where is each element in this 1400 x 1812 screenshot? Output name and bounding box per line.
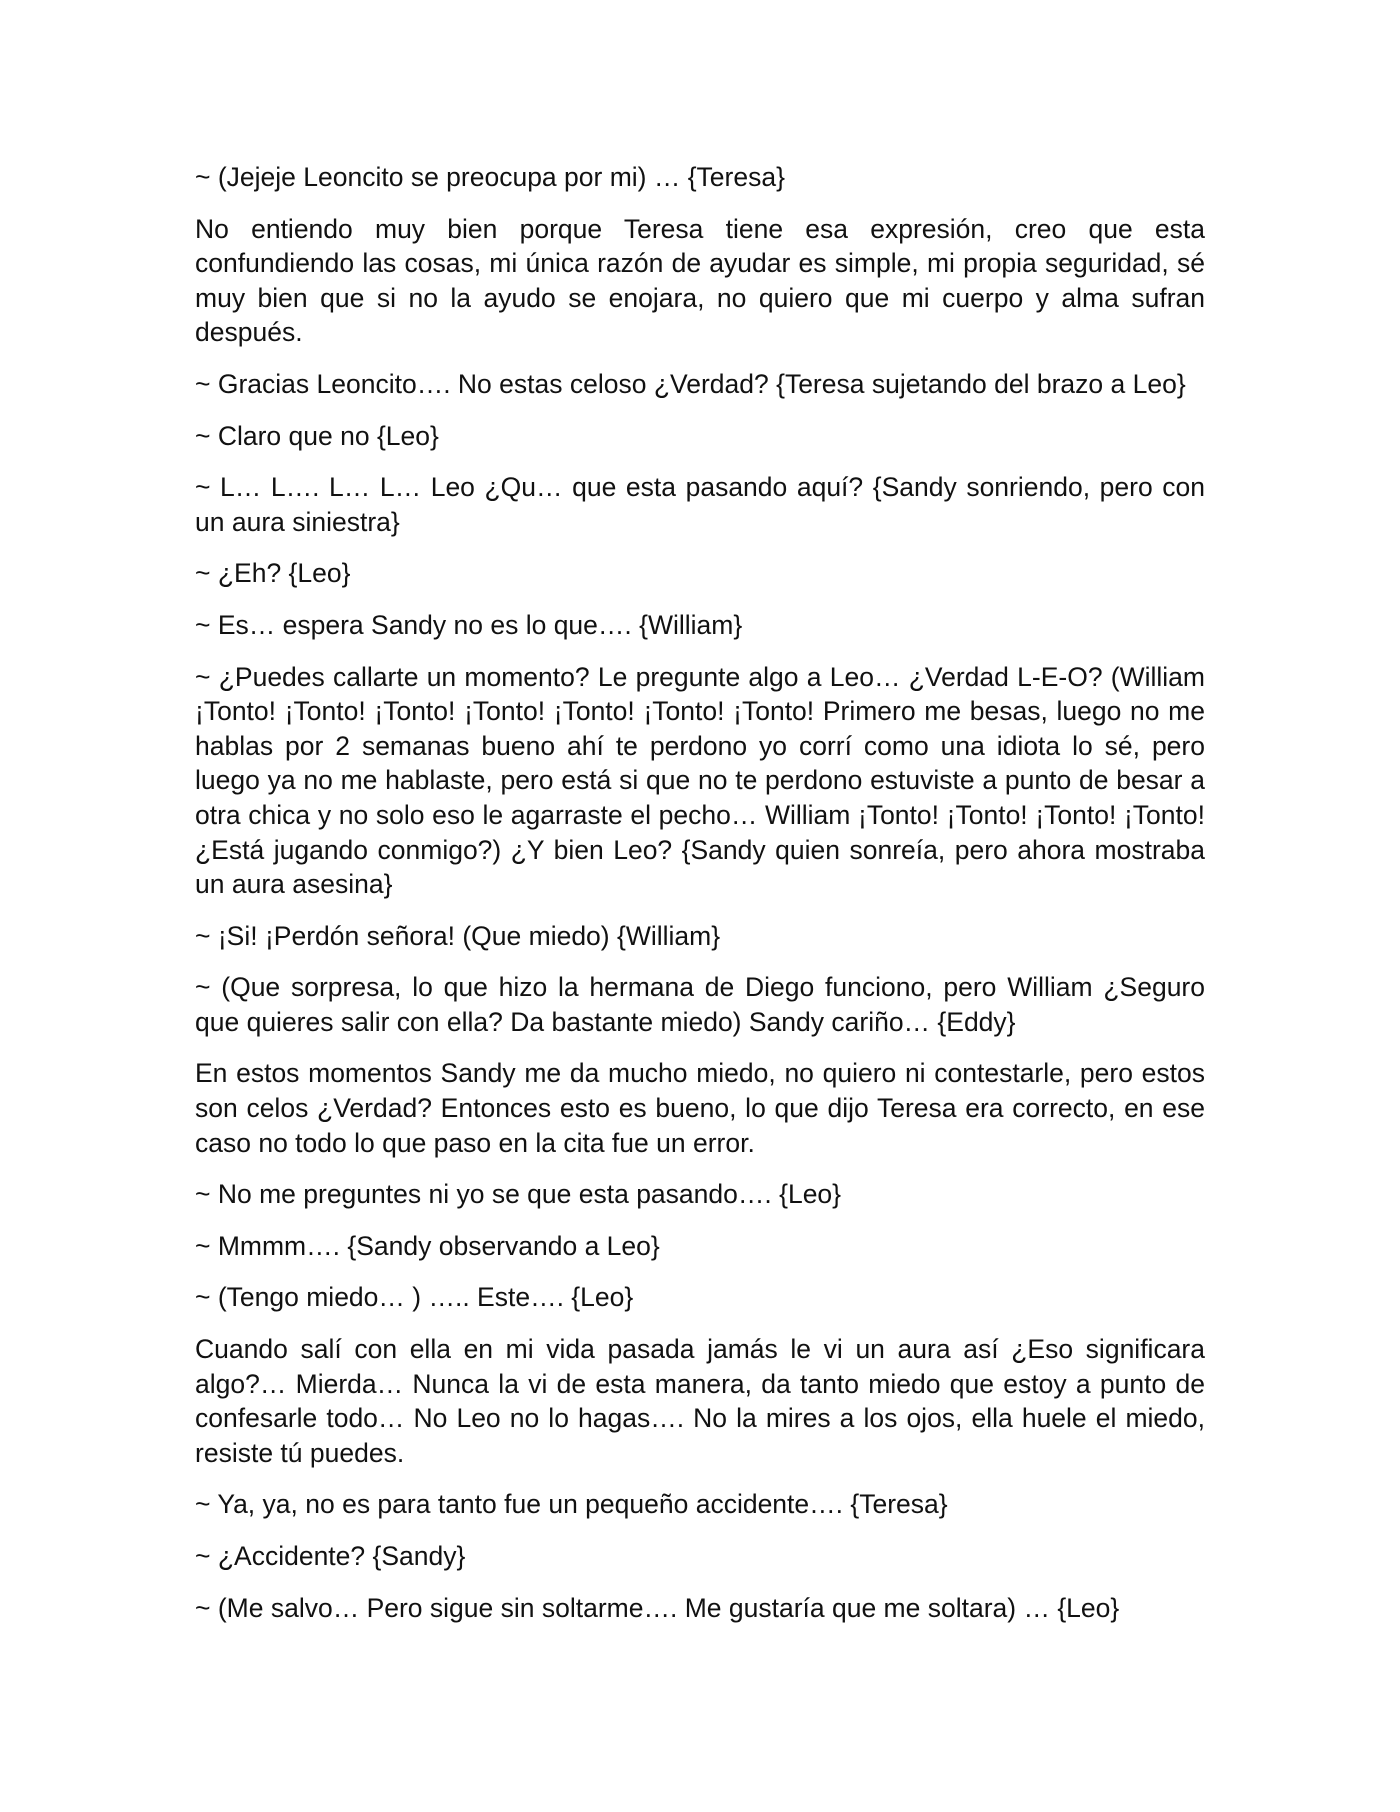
dialogue-line-teresa: ~ Gracias Leoncito…. No estas celoso ¿Verdad? {Teresa sujetando del brazo a Leo}	[195, 368, 1186, 399]
document-page	[195, 160, 1205, 1642]
dialogue-line-sandy: ~ Mmmm…. {Sandy observando a Leo}	[195, 1230, 660, 1261]
dialogue-line-william: ~ ¡Si! ¡Perdón señora! (Que miedo) {William}	[195, 920, 721, 951]
dialogue-line-leo: ~ No me preguntes ni yo se que esta pasando…. {Leo}	[195, 1179, 842, 1210]
dialogue-line-teresa: ~ (Jejeje Leoncito se preocupa por mi) … {Teresa}	[195, 162, 785, 192]
dialogue-line-leo: ~ (Tengo miedo… ) ….. Este…. {Leo}	[195, 1282, 634, 1313]
narration-paragraph: No entiendo muy bien porque Teresa tiene esa expresión, creo que esta confundiendo las cosas, mi única razón de ayudar es simple, mi propia seguridad, sé muy bien que si no la ayudo se enojara, no quiero que mi cuerpo y alma sufran después.	[195, 213, 1205, 348]
dialogue-line-teresa: ~ Ya, ya, no es para tanto fue un pequeño accidente…. {Teresa}	[195, 1489, 948, 1520]
dialogue-line-william: ~ Es… espera Sandy no es lo que…. {William}	[195, 609, 743, 640]
narration-paragraph: En estos momentos Sandy me da mucho miedo, no quiero ni contestarle, pero estos son celos ¿Verdad? Entonces esto es bueno, lo que dijo Teresa era correcto, en ese caso no todo lo que paso en la cita fue un error.	[195, 1058, 1205, 1158]
narration-paragraph: Cuando salí con ella en mi vida pasada jamás le vi un aura así ¿Eso significara algo?… Mierda… Nunca la vi de esta manera, da tanto miedo que estoy a punto de confesarle todo… No Leo no lo hagas…. No la mires a los ojos, ella huele el miedo, resiste tú puedes.	[195, 1334, 1205, 1468]
dialogue-line-sandy: ~ ¿Accidente? {Sandy}	[195, 1541, 466, 1571]
dialogue-line-sandy: ~ ¿Puedes callarte un momento? Le pregunte algo a Leo… ¿Verdad L-E-O? (William ¡Tonto! ¡Tonto! ¡Tonto! ¡Tonto! ¡Tonto! ¡Tonto! ¡Tonto! Primero me besas, luego no me hablas por 2 semanas bueno ahí te perdono yo corrí como una idiota lo sé, pero luego ya no me hablaste, pero está si que no te perdono estuviste a punto de besar a otra chica y no solo eso le agarraste el pecho… William ¡Tonto! ¡Tonto! ¡Tonto! ¡Tonto! ¿Está jugando conmigo?) ¿Y bien Leo? {Sandy quien sonreía, pero ahora mostraba un aura asesina}	[195, 661, 1205, 900]
dialogue-line-leo: ~ (Me salvo… Pero sigue sin soltarme…. Me gustaría que me soltara) … {Leo}	[195, 1592, 1120, 1623]
dialogue-line-leo: ~ Claro que no {Leo}	[195, 420, 439, 451]
dialogue-line-eddy: ~ (Que sorpresa, lo que hizo la hermana de Diego funciono, pero William ¿Seguro que quieres salir con ella? Da bastante miedo) Sandy cariño… {Eddy}	[195, 972, 1205, 1037]
dialogue-line-leo: ~ ¿Eh? {Leo}	[195, 558, 351, 589]
dialogue-line-sandy: ~ L… L…. L… L… Leo ¿Qu… que esta pasando aquí? {Sandy sonriendo, pero con un aura siniestra}	[195, 472, 1205, 537]
